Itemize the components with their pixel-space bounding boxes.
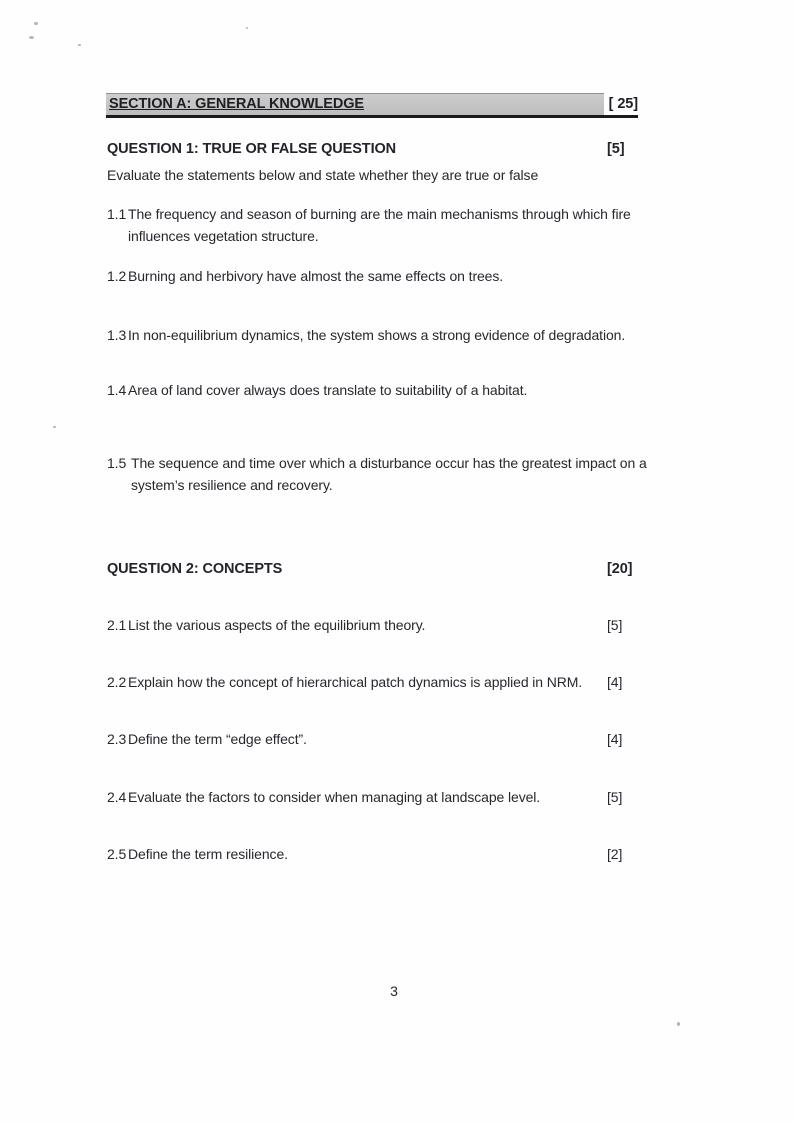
item-marks: [5]	[607, 789, 623, 805]
item-number: 2.1	[107, 617, 127, 633]
item-marks: [2]	[607, 846, 623, 862]
q1-item-1-4	[107, 379, 660, 401]
item-number: 1.1	[107, 206, 127, 222]
question1-heading: QUESTION 1: TRUE OR FALSE QUESTION	[107, 141, 397, 157]
q2-item-2-3	[107, 728, 660, 750]
item-text: Explain how the concept of hierarchical patch dynamics is applied in NRM.	[128, 674, 583, 690]
q1-item-1-1	[107, 203, 660, 247]
scan-speck	[78, 44, 81, 46]
scan-speck	[246, 27, 248, 29]
q2-item-2-5	[107, 843, 660, 865]
item-text: Define the term “edge effect”.	[128, 731, 307, 747]
q1-item-1-5	[107, 452, 660, 496]
question2-heading: QUESTION 2: CONCEPTS	[107, 561, 283, 577]
item-number: 2.3	[107, 731, 127, 747]
page-number: 3	[390, 983, 398, 999]
item-number: 1.4	[107, 382, 127, 398]
question1-instruction: Evaluate the statements below and state whether they are true or false	[107, 167, 539, 183]
question2-marks: [20]	[607, 561, 633, 577]
scan-speck	[29, 36, 34, 39]
section-title: SECTION A: GENERAL KNOWLEDGE	[106, 93, 604, 115]
item-marks: [5]	[607, 617, 623, 633]
item-number: 2.4	[107, 789, 127, 805]
item-text: List the various aspects of the equilibrium theory.	[128, 617, 426, 633]
item-text: The sequence and time over which a disturbance occur has the greatest impact on a system’s resilience and recovery.	[131, 455, 647, 493]
item-text: Define the term resilience.	[128, 846, 288, 862]
q1-item-1-3	[107, 324, 660, 346]
item-text: Area of land cover always does translate to suitability of a habitat.	[128, 382, 528, 398]
item-marks: [4]	[607, 731, 623, 747]
q2-item-2-4	[107, 786, 660, 808]
item-text: The frequency and season of burning are the main mechanisms through which fire influences vegetation structure.	[128, 206, 631, 244]
item-text: In non-equilibrium dynamics, the system shows a strong evidence of degradation.	[128, 327, 626, 343]
section-header-bar	[106, 93, 638, 118]
item-number: 2.5	[107, 846, 127, 862]
q2-item-2-1	[107, 614, 660, 636]
item-number: 2.2	[107, 674, 127, 690]
item-number: 1.5	[107, 455, 127, 471]
section-marks: [ 25]	[608, 95, 638, 112]
question1-heading-row	[107, 140, 652, 158]
scan-speck	[53, 426, 56, 428]
q1-item-1-2	[107, 265, 660, 287]
item-text: Burning and herbivory have almost the same effects on trees.	[128, 268, 504, 284]
scan-speck	[677, 1022, 680, 1026]
item-text: Evaluate the factors to consider when managing at landscape level.	[128, 789, 541, 805]
scan-speck	[34, 22, 38, 25]
question2-heading-row	[107, 560, 652, 578]
item-marks: [4]	[607, 674, 623, 690]
question1-marks: [5]	[607, 141, 625, 157]
item-number: 1.2	[107, 268, 127, 284]
item-number: 1.3	[107, 327, 127, 343]
q2-item-2-2	[107, 671, 660, 693]
